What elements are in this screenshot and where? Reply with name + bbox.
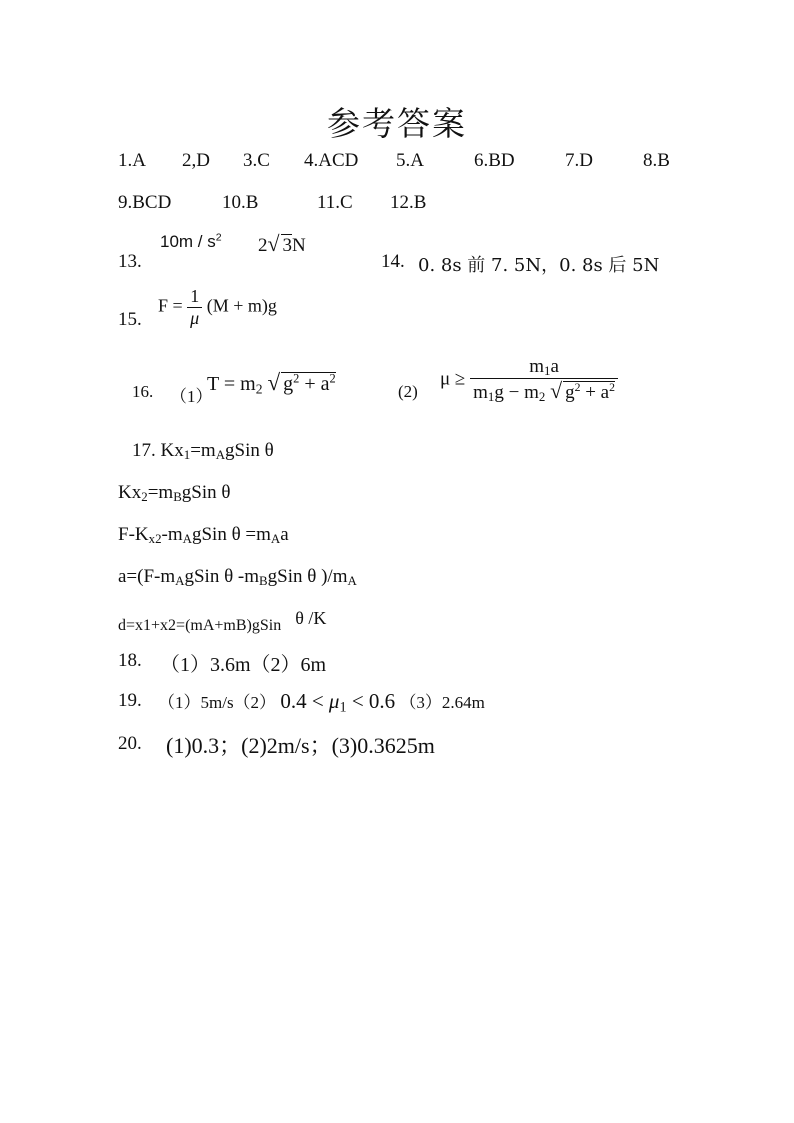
q16-number: 16. <box>132 382 154 401</box>
q16-part1-label: （1） <box>170 387 213 406</box>
q19-answer: （1）5m/s（2） $0.4 < \mu_1 < 0.6$ （3）2.64m <box>158 689 485 716</box>
q16-part2-label: (2) <box>398 382 418 401</box>
answer-6: 6.BD <box>474 150 515 171</box>
q13-acceleration: $10m / s^2$ <box>160 231 222 251</box>
answer-2: 2,D <box>182 150 210 171</box>
q15-fraction: $\frac{1}{\mu}$ <box>187 286 202 329</box>
q19-number: 19. <box>118 690 142 711</box>
q17-line-2: $Kx_2=m_BgSin$ θ <box>118 482 231 505</box>
q15-formula: F = $\frac{1}{\mu}$ (M + m)g <box>158 286 277 328</box>
q14-number: 14. <box>381 251 405 272</box>
answer-12: 12.B <box>390 192 427 213</box>
q17-line-5: d=x1+x2=(mA+mB)gSin θ /K <box>118 608 327 634</box>
q13-number: 13. <box>118 251 142 272</box>
q17-line-1: 17. $Kx_1=m_AgSin$ θ <box>132 440 274 463</box>
q18-number: 18. <box>118 650 142 671</box>
q15-number: 15. <box>118 309 142 330</box>
q13-force: 2√ 3N <box>258 232 306 256</box>
q14-answer: 0. 8s 前 7. 5N，0. 8s 后 5N <box>418 255 660 276</box>
q18-answer: （1）3.6m（2）6m <box>160 654 327 676</box>
q17-line-3: $F-K_{x2}-m_AgSin$ $\theta =m_Aa$ <box>118 524 289 547</box>
answer-5: 5.A <box>396 150 424 171</box>
answer-10: 10.B <box>222 192 259 213</box>
q20-number: 20. <box>118 733 142 754</box>
answer-11: 11.C <box>317 192 353 213</box>
q16-part2-formula: μ ≥ $\frac{m_1a}{m_1g - m_2 √ g^2 + a^2}$ <box>440 356 618 404</box>
q17-line-4: $a=(F-m_AgSin$ θ $-m_BgSin$ θ )$/m_A$ <box>118 566 357 589</box>
answer-1: 1.A <box>118 150 146 171</box>
answer-9: 9.BCD <box>118 192 172 213</box>
q20-answer: (1)0.3；(2)2m/s；(3)0.3625m <box>166 733 435 758</box>
q16-fraction: $\frac{m_1a}{m_1g - m_2 √ g^2 + a^2}$ <box>470 356 618 404</box>
answer-4: 4.ACD <box>304 150 359 171</box>
answer-8: 8.B <box>643 150 670 171</box>
answer-3: 3.C <box>243 150 270 171</box>
page-title: 参考答案 <box>327 107 467 143</box>
q16-part1-formula: $T = m_2$ √ $g^2 + a^2$ <box>207 370 336 397</box>
answer-7: 7.D <box>565 150 593 171</box>
